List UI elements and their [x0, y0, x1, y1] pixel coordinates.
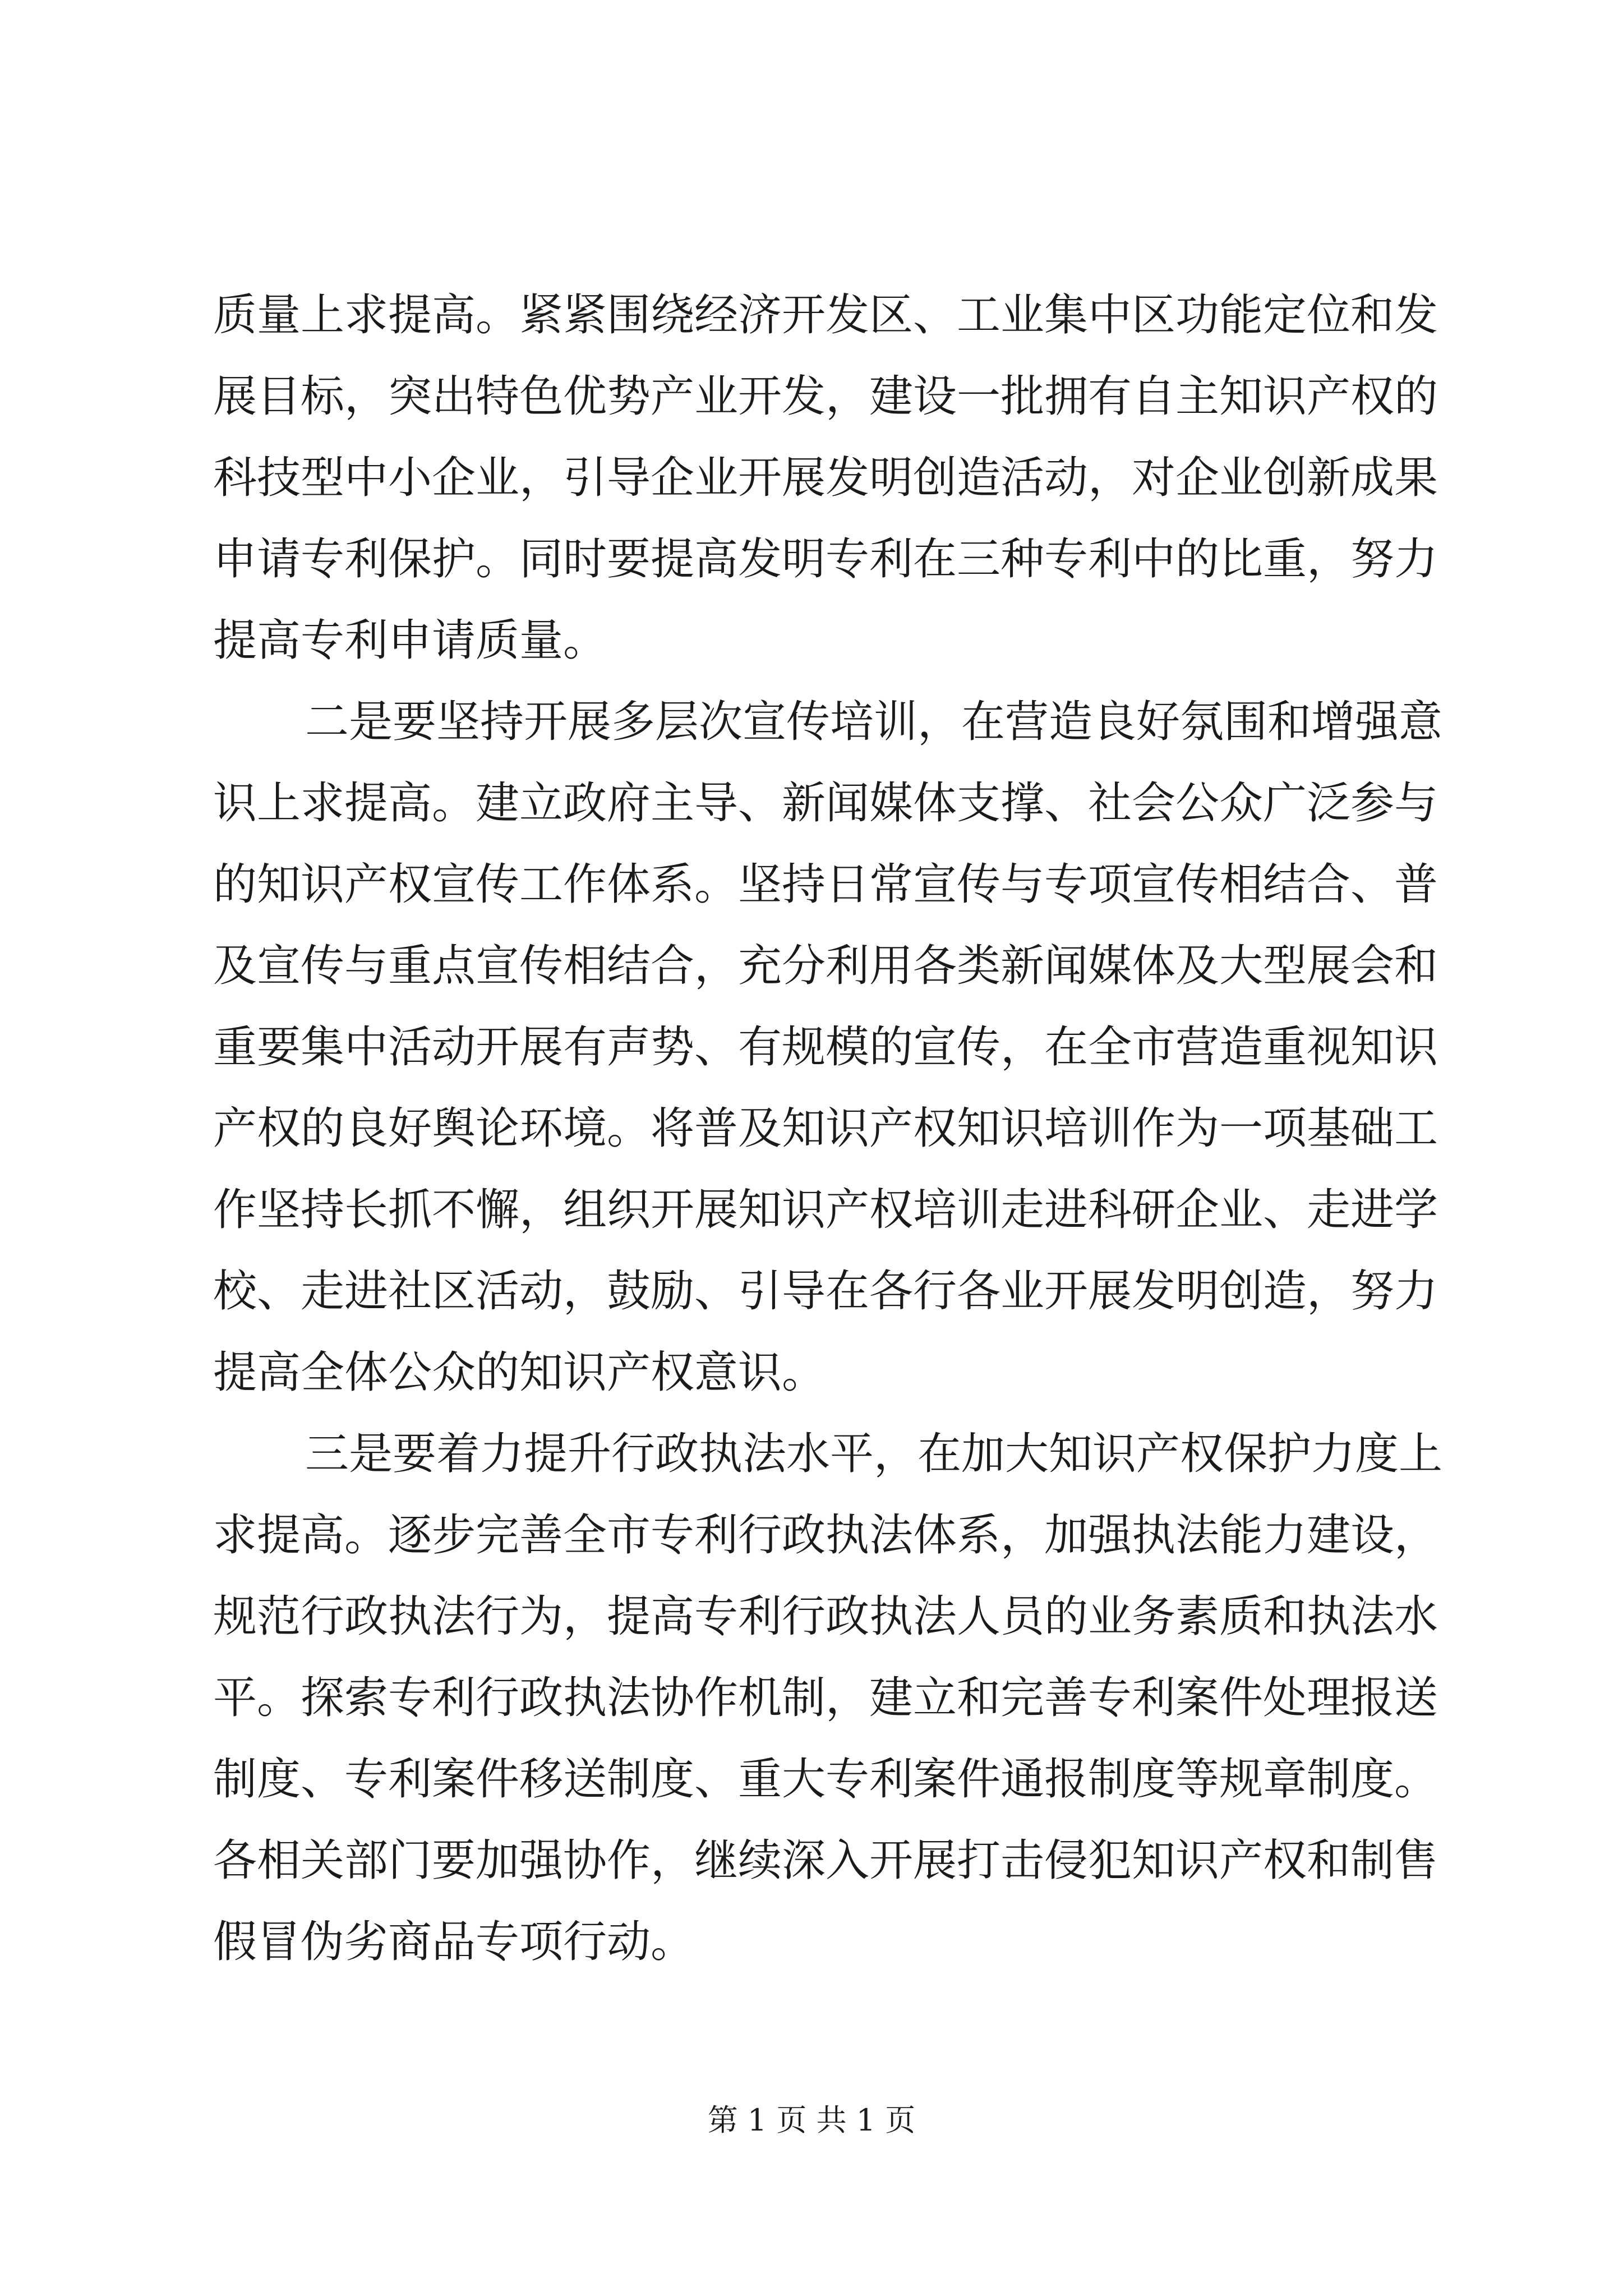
paragraph-3	[213, 1414, 1443, 1983]
text-line: 规范行政执法行为，提高专利行政执法人员的业务素质和执法水	[213, 1591, 1438, 1642]
page-footer	[0, 2101, 1623, 2140]
text-line: 及宣传与重点宣传相结合，充分利用各类新闻媒体及大型展会和	[213, 941, 1438, 991]
text-line: 提高全体公众的知识产权意识。	[213, 1347, 826, 1398]
text-line: 申请专利保护。同时要提高发明专利在三种专利中的比重，努力	[213, 534, 1438, 585]
text-line: 各相关部门要加强协作，继续深入开展打击侵犯知识产权和制售	[213, 1835, 1438, 1886]
text-line: 求提高。逐步完善全市专利行政执法体系，加强执法能力建设，	[213, 1510, 1438, 1561]
paragraph-2	[213, 682, 1443, 1414]
text-line: 提高专利申请质量。	[213, 615, 607, 666]
text-line: 二是要坚持开展多层次宣传培训，在营造良好氛围和增强意	[305, 697, 1443, 747]
text-line: 三是要着力提升行政执法水平，在加大知识产权保护力度上	[305, 1429, 1443, 1479]
text-line: 制度、专利案件移送制度、重大专利案件通报制度等规章制度。	[213, 1754, 1438, 1805]
text-line: 展目标，突出特色优势产业开发，建设一批拥有自主知识产权的	[213, 371, 1438, 422]
page-number-label: 第 1 页 共 1 页	[707, 2102, 916, 2138]
text-line: 作坚持长抓不懈，组织开展知识产权培训走进科研企业、走进学	[213, 1185, 1438, 1235]
paragraph-1	[213, 275, 1438, 682]
text-line: 产权的良好舆论环境。将普及知识产权知识培训作为一项基础工	[213, 1103, 1438, 1154]
text-line: 假冒伪劣商品专项行动。	[213, 1917, 695, 1967]
document-body	[213, 275, 1443, 1983]
text-line: 识上求提高。建立政府主导、新闻媒体支撑、社会公众广泛参与	[213, 778, 1438, 829]
text-line: 的知识产权宣传工作体系。坚持日常宣传与专项宣传相结合、普	[213, 859, 1438, 910]
text-line: 重要集中活动开展有声势、有规模的宣传，在全市营造重视知识	[213, 1022, 1438, 1073]
text-line: 质量上求提高。紧紧围绕经济开发区、工业集中区功能定位和发	[213, 290, 1438, 341]
text-line: 平。探索专利行政执法协作机制，建立和完善专利案件处理报送	[213, 1673, 1438, 1723]
text-line: 科技型中小企业，引导企业开展发明创造活动，对企业创新成果	[213, 453, 1438, 503]
text-line: 校、走进社区活动，鼓励、引导在各行各业开展发明创造，努力	[213, 1266, 1438, 1317]
